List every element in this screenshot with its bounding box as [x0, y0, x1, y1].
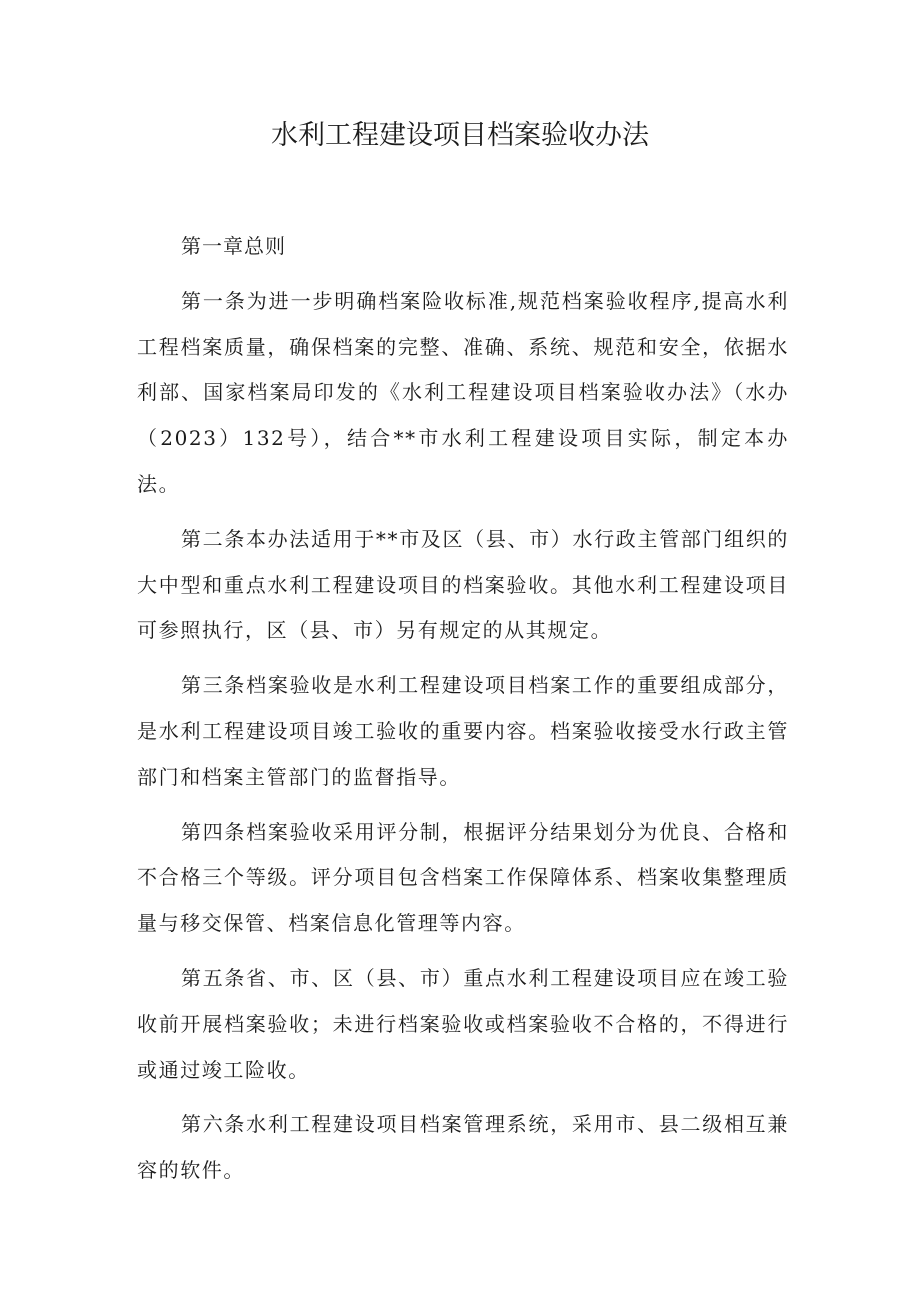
article-6: 第六条水利工程建设项目档案管理系统，采用市、县二级相互兼容的软件。 [137, 1112, 789, 1183]
article-4: 第四条档案验收采用评分制，根据评分结果划分为优良、合格和不合格三个等级。评分项目包含档案工作保障体系、档案收集整理质量与移交保管、档案信息化管理等内容。 [137, 819, 789, 936]
document-title: 水利工程建设项目档案验收办法 [271, 120, 649, 151]
chapter-heading: 第一章总则 [181, 234, 286, 258]
article-1: 第一条为进一步明确档案险收标准,规范档案验收程序,提高水利工程档案质量，确保档案的完整、准确、系统、规范和安全，依据水利部、国家档案局印发的《水利工程建设项目档案验收办法》（水办（2023）132号），结合**市水利工程建设项目实际，制定本办法。 [137, 288, 789, 496]
article-2: 第二条本办法适用于**市及区（县、市）水行政主管部门组织的大中型和重点水利工程建设项目的档案验收。其他水利工程建设项目可参照执行，区（县、市）另有规定的从其规定。 [137, 526, 789, 643]
document-body [137, 224, 789, 1194]
article-3: 第三条档案验收是水利工程建设项目档案工作的重要组成部分，是水利工程建设项目竣工验收的重要内容。档案验收接受水行政主管部门和档案主管部门的监督指导。 [137, 673, 789, 789]
article-5: 第五条省、市、区（县、市）重点水利工程建设项目应在竣工验收前开展档案验收；未进行档案验收或档案验收不合格的，不得进行或通过竣工险收。 [137, 965, 789, 1082]
